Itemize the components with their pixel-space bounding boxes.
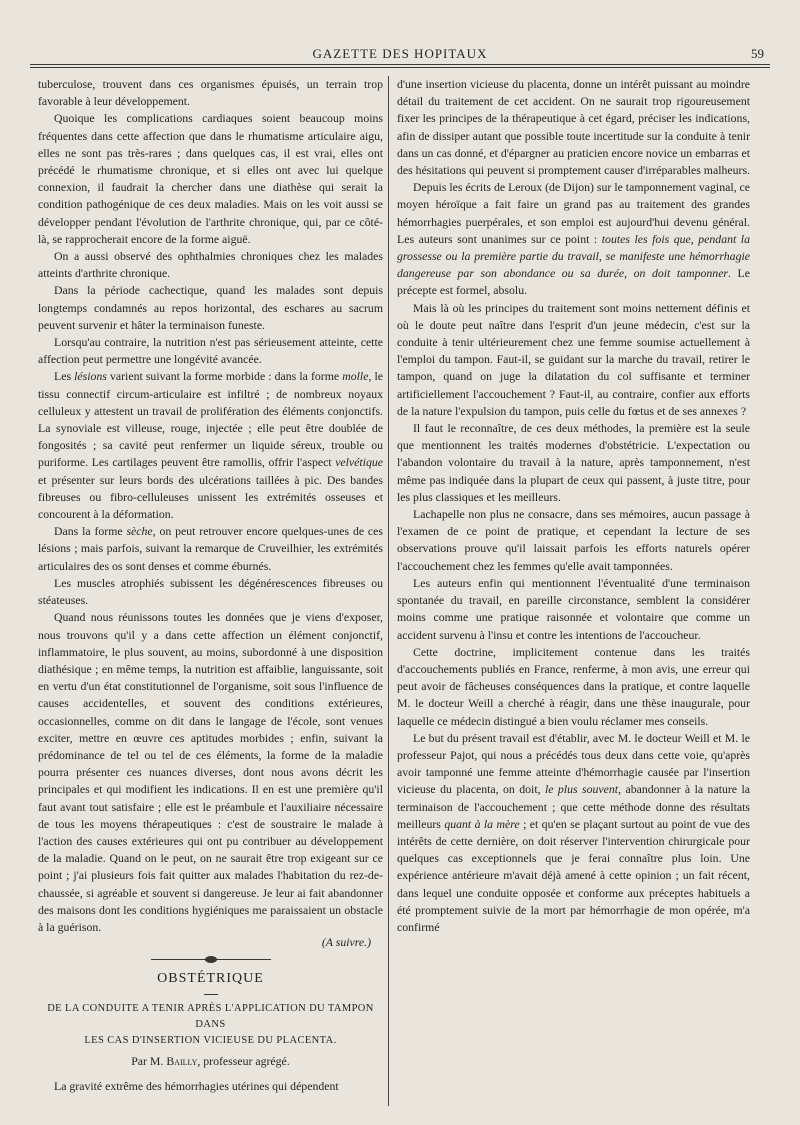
paragraph: Cette doctrine, implicitement contenue dans les traités d'accouchements publiés en France, renferme, à mon avis, une erreur qui peut avoir de fâcheuses conséquences dans la pratique, et contre laquelle M. le docteur Weill a cherché à réagir, dans une thèse inaugurale, pour laquelle ce médecin distingué a bien voulu réclamer mes conseils. bbox=[397, 644, 750, 728]
text-run: Depuis les écrits de Leroux (de Dijon) sur le tamponnement vaginal, ce moyen héroïque a fait faire un grand pas au traitement des grandes hémorrhagies puerpérales, et son emploi est aujourd'hui devenu général. Les auteurs sont unanimes sur ce point : bbox=[397, 180, 750, 246]
text-run: , abandonner à la nature la terminaison de l'accouchement ; que cette méthode donne des résultats meilleurs bbox=[397, 782, 750, 831]
emphasis: sèche bbox=[126, 524, 153, 539]
column-divider bbox=[388, 76, 389, 1106]
paragraph: d'une insertion vicieuse du placenta, donne un intérêt puissant au moindre détail du traitement de cet accident. On ne saurait trop rigoureusement fixer les principes de la thérapeutique à cet égard, préciser les indications, afin de dissiper autant que possible toute incertitude sur la conduite à tenir dans un cas donné, et d'épargner au praticien encore novice un embarras et des hésitations qui peuvent si promptement causer d'irréparables malheurs. bbox=[397, 77, 750, 178]
text-run: Dans la forme bbox=[54, 524, 127, 539]
text-run: varient suivant la forme morbide : dans la forme bbox=[106, 369, 343, 384]
author-suffix: , professeur agrégé. bbox=[197, 1053, 290, 1068]
text-run: , on peut retrouver encore quelques-unes de ces lésions ; mais parfois, suivant la remarque de Cruveilhier, les extrémités articulaires des os sont denses et comme éburnés. bbox=[38, 524, 383, 573]
text-run: Les bbox=[54, 369, 75, 384]
paragraph: Les muscles atrophiés subissent les dégénérescences fibreuses ou stéateuses. bbox=[38, 575, 383, 608]
author-line bbox=[38, 1053, 383, 1070]
paragraph: tuberculose, trouvent dans ces organismes épuisés, un terrain trop favorable à leur développement. bbox=[38, 77, 383, 109]
paragraph: La gravité extrême des hémorrhagies utérines qui dépendent bbox=[54, 1078, 339, 1093]
emphasis: toutes les fois que, pendant la grossesse ou la première partie du travail, se manifeste une hémorrhagie dangereuse par son abondance ou sa durée, on doit tamponner bbox=[397, 231, 750, 281]
running-title: GAZETTE DES HOPITAUX bbox=[312, 46, 488, 61]
header-rule bbox=[30, 64, 770, 68]
emphasis: lésions bbox=[74, 369, 107, 384]
paragraph: Dans la période cachectique, quand les malades sont depuis longtemps condamnés au repos horizontal, des eschares au sacrum peuvent survenir et hâter la terminaison funeste. bbox=[38, 283, 383, 332]
to-be-continued: (A suivre.) bbox=[321, 935, 371, 950]
section-title: OBSTÉTRIQUE bbox=[157, 971, 264, 987]
author-name: Bailly bbox=[166, 1053, 198, 1068]
text-run: . Le précepte est formel, absolu. bbox=[397, 266, 750, 298]
article-title bbox=[38, 1001, 383, 1049]
emphasis: quant à la mère bbox=[444, 816, 520, 831]
text-run: ; et qu'en se plaçant surtout au point de vue des intérêts de cette dernière, on doit réserver l'intervention chirurgicale pour quelques cas exceptionnels que je ferai connaître plus loin. Une expérience antérieure m'avait déjà amené à cette opinion ; un fait récent, dans lequel une conduite opposée et conforme aux préceptes habituels a été promptement suivie de la mort par hémorrhagie de mon opérée, m'a confirmé bbox=[397, 816, 750, 934]
page-number: 59 bbox=[751, 46, 764, 61]
paragraph-lesions bbox=[38, 368, 383, 523]
short-divider bbox=[204, 994, 218, 995]
right-column bbox=[397, 76, 750, 936]
emphasis: molle bbox=[342, 369, 369, 384]
paragraph: On a aussi observé des ophthalmies chroniques chez les malades atteints d'arthrite chronique. bbox=[38, 249, 383, 281]
paragraph: Les auteurs enfin qui mentionnent l'éventualité d'une terminaison spontanée du travail, en pareille circonstance, semblent la considérer moins comme une pratique raisonnée et volontaire que comme un accident survenu à l'insu et contre les intentions de l'accoucheur. bbox=[397, 575, 750, 642]
paragraph: Quoique les complications cardiaques soient beaucoup moins fréquentes dans cette affection que dans le rhumatisme articulaire aigu, elles ne sont pas très-rares ; dans quelques cas, il est vrai, elles ont précédé le rhumatisme chronique, et si elles ont avec lui quelque connexion, il faudrait la chercher dans une diathèse qui serait la condition pathogénique de ces deux maladies. Mais on les voit aussi se développer pendant l'évolution de l'arthrite chronique, qui, par ce côté-là, se rapprocherait encore de la forme aiguë. bbox=[38, 111, 383, 246]
ornamental-divider bbox=[151, 959, 271, 960]
paragraph-forme-seche bbox=[38, 523, 383, 575]
paragraph: Quand nous réunissons toutes les données que je viens d'exposer, nous trouvons qu'il y a dans cette affection un élément conjonctif, inflammatoire, le plus souvent, au moins, subordonné à une disposition diathésique ; en même temps, la nutrition est affaiblie, languissante, soit en vertu d'un état constitutionnel de l'organisme, soit sous l'influence de causes accidentelles, et souvent des conditions extérieures, occasionnelles, comme on dit dans le langage de l'école, sont venues exciter, mettre en œuvre ces aptitudes morbides ; enfin, suivant la prédominance de tel ou tel de ces éléments, la forme de la maladie pourra présenter ces nuances diverses, dont nous avons décrit les principales et qui modifient les indications. Il en est une première qu'il faut avant tout satisfaire ; elle est le préambule et l'auxiliaire nécessaire de tous les moyens thérapeutiques : c'est de soustraire le malade à l'action des causes extérieures qui ont pu contribuer au développement de la maladie. Quand on le peut, on ne saurait être trop exigeant sur ce point ; j'ai plusieurs fois fait quitter aux malades l'habitation du rez-de-chaussée, si agréable et souvent si dangereuse. Je leur ai fait abandonner des maisons dont les conditions hygiéniques me paraissaient un obstacle à la guérison. bbox=[38, 610, 383, 934]
paragraph: Lorsqu'au contraire, la nutrition n'est pas sérieusement atteinte, cette affection peut permettre une longévité avancée. bbox=[38, 335, 383, 367]
text-run: Le but du présent travail est d'établir, avec M. le docteur Weill et M. le professeur Pajot, qui nous a précédés tous deux dans cette voie, qu'après avoir tamponné une femme atteinte d'hémorrhagie causée par l'insertion vicieuse du placenta, on doit, bbox=[397, 730, 750, 797]
paragraph-leroux bbox=[397, 179, 750, 299]
text-run: et présenter sur leurs bords des ulcérations taillées à pic. Des bandes fibreuses ou fibro-celluleuses unissent les extrémités osseuses et concourent à la déformation. bbox=[38, 472, 383, 522]
left-column bbox=[38, 76, 383, 1095]
article-title-line: DE LA CONDUITE A TENIR APRÈS L'APPLICATION DU TAMPON DANS bbox=[47, 1002, 374, 1030]
emphasis: le plus souvent bbox=[544, 782, 619, 797]
emphasis: velvétique bbox=[335, 455, 383, 470]
text-run: , le tissu connectif circum-articulaire est infiltré ; de nombreux noyaux celluleux y attestent un travail de prolifération des éléments conjonctifs. La synoviale est villeuse, rouge, injectée ; elle peut être doublée de fongosités ; sa cavité peut renfermer un liquide séreux, trouble ou puriforme. Les cartilages peuvent être ramollis, offrir l'aspect bbox=[38, 369, 383, 470]
paragraph: Il faut le reconnaître, de ces deux méthodes, la première est la seule que mentionnent les traités modernes d'obstétricie. L'expectation ou l'abandon volontaire du travail à la nature, après tamponnement, n'est même pas indiquée dans la plupart de ceux qui passent, à juste titre, pour les plus classiques et les meilleurs. bbox=[397, 421, 750, 504]
paragraph: Lachapelle non plus ne consacre, dans ses mémoires, aucun passage à l'examen de ce point de pratique, et cependant la lecture de ses observations prouve qu'il laissait parfois les efforts naturels opérer l'accouchement chez les femmes qu'elle avait tamponnées. bbox=[397, 507, 750, 573]
paragraph: Mais là où les principes du traitement sont moins nettement définis et où le doute peut naître dans l'esprit d'un jeune médecin, c'est sur la conduite à tenir ultérieurement chez une femme soumise actuellement à l'emploi du tampon. Faut-il, se guidant sur la marche du travail, retirer le tampon, quand on juge la dilatation du col suffisante et terminer artificiellement l'accouchement ? Faut-il, au contraire, confier aux efforts de la nature l'expulsion du tampon, puis celle du fœtus et de ses annexes ? bbox=[397, 300, 750, 418]
author-prefix: Par M. bbox=[131, 1053, 167, 1068]
paragraph-but-du-travail bbox=[397, 730, 750, 936]
article-title-line: LES CAS D'INSERTION VICIEUSE DU PLACENTA. bbox=[84, 1034, 337, 1046]
